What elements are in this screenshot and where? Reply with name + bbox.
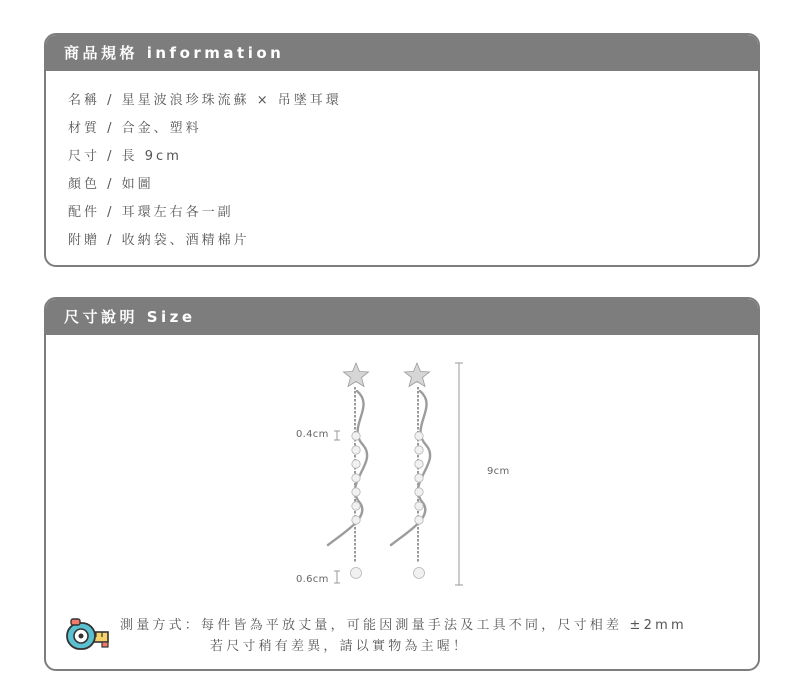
dim-label-length: 9cm bbox=[487, 466, 510, 477]
spec-row-accessory: 配件 / 耳環左右各一副 bbox=[68, 205, 234, 220]
spec-row-material: 材質 / 合金、塑料 bbox=[68, 121, 202, 136]
size-header: 尺寸說明 Size bbox=[46, 299, 758, 335]
spec-header: 商品規格 information bbox=[46, 35, 758, 71]
earring-illustration bbox=[46, 335, 760, 595]
left-pearls bbox=[351, 432, 362, 579]
right-wave-bar bbox=[391, 391, 430, 545]
left-wave-bar bbox=[328, 391, 367, 545]
spec-row-color: 顏色 / 如圖 bbox=[68, 177, 154, 192]
dim-label-pearl: 0.4cm bbox=[296, 429, 329, 440]
right-earring bbox=[391, 363, 430, 579]
size-card bbox=[44, 297, 760, 671]
measure-note bbox=[64, 615, 754, 663]
left-earring bbox=[328, 363, 369, 579]
dim-marker-bottom bbox=[334, 571, 340, 583]
dim-label-drop: 0.6cm bbox=[296, 574, 329, 585]
earring-figure bbox=[46, 335, 760, 595]
measure-note-text bbox=[120, 615, 687, 657]
right-pearls bbox=[414, 432, 425, 579]
spec-row-size: 尺寸 / 長 9cm bbox=[68, 149, 182, 164]
dim-marker-top bbox=[334, 431, 340, 440]
measure-note-line1: 測量方式：每件皆為平放丈量，可能因測量手法及工具不同，尺寸相差 ±2mm bbox=[120, 618, 687, 633]
spec-list bbox=[46, 71, 758, 255]
right-star-stud-icon bbox=[405, 363, 430, 387]
spec-row-gift: 附贈 / 收納袋、酒精棉片 bbox=[68, 233, 250, 248]
dim-marker-length bbox=[455, 363, 463, 585]
spec-row-name: 名稱 / 星星波浪珍珠流蘇 × 吊墜耳環 bbox=[68, 93, 342, 108]
measure-note-line2: 若尺寸稍有差異，請以實物為主喔！ bbox=[210, 639, 470, 654]
left-star-stud-icon bbox=[344, 363, 369, 387]
spec-card bbox=[44, 33, 760, 267]
tape-measure-icon bbox=[64, 617, 110, 653]
